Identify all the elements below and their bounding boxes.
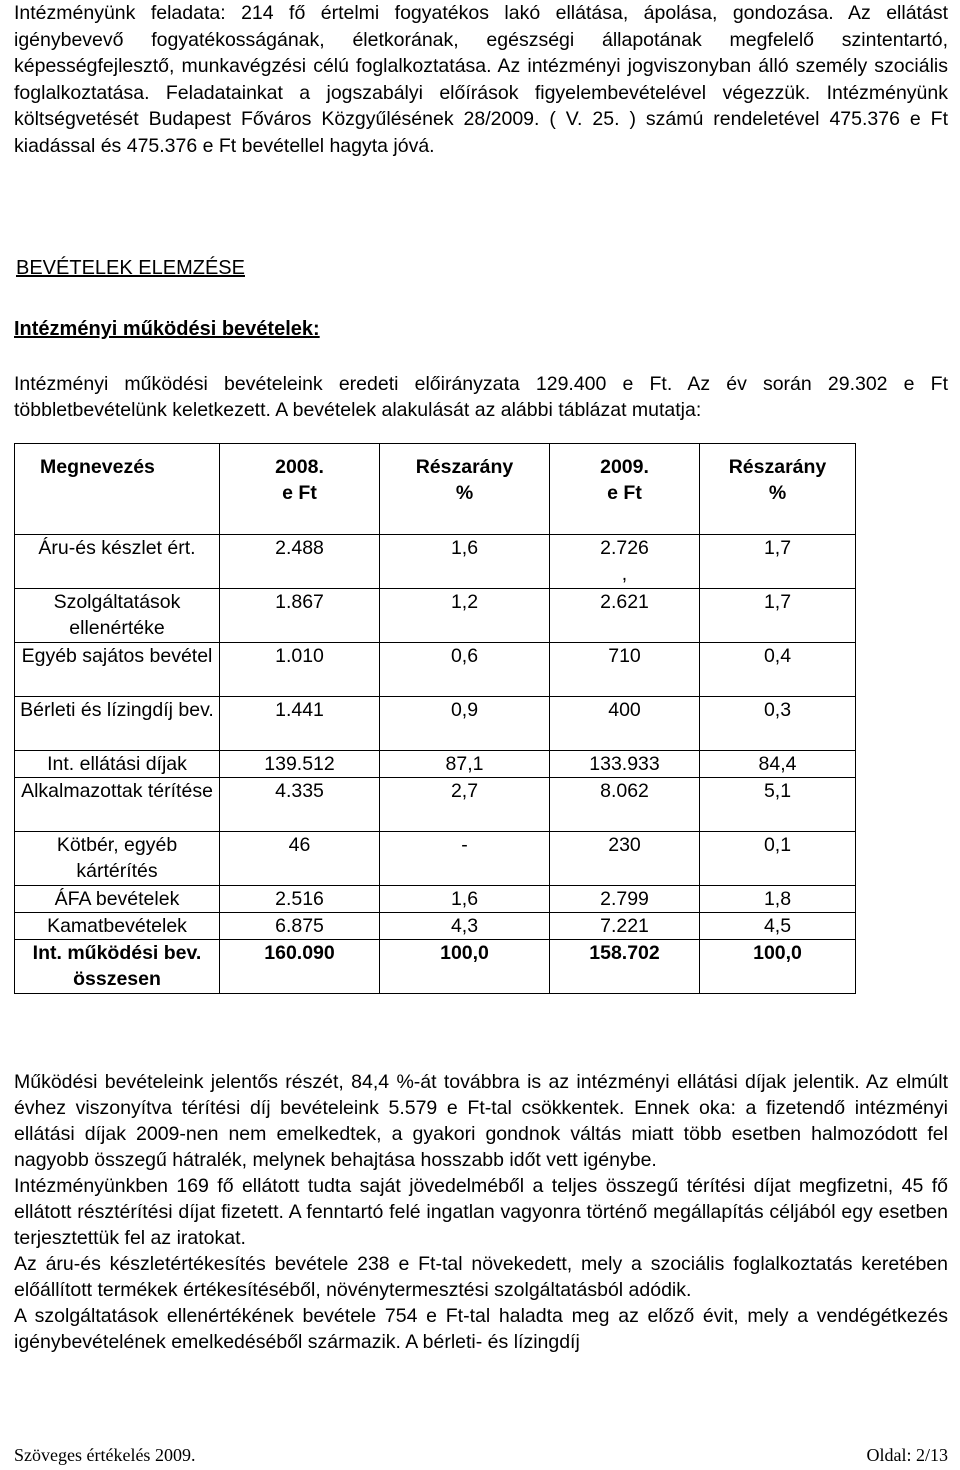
table-body bbox=[15, 535, 856, 994]
table-cell-value: 7.221 bbox=[550, 913, 700, 940]
document-page bbox=[14, 0, 948, 159]
table-row bbox=[15, 778, 856, 832]
table-cell-value: 1,6 bbox=[380, 535, 550, 589]
table-cell-value: 1,7 bbox=[700, 535, 856, 589]
table-cell-value: 4,3 bbox=[380, 913, 550, 940]
table-cell-value: 8.062 bbox=[550, 778, 700, 832]
table-cell-value: 1.867 bbox=[220, 589, 380, 643]
table-cell-value: 0,6 bbox=[380, 643, 550, 697]
table-cell-value: 0,4 bbox=[700, 643, 856, 697]
table-row bbox=[15, 535, 856, 589]
table-header-row bbox=[15, 444, 856, 535]
table-cell-value: 46 bbox=[220, 832, 380, 886]
table-cell-value: 230 bbox=[550, 832, 700, 886]
table-cell-name: Alkalmazottak térítése bbox=[15, 778, 220, 832]
table-cell-name: Egyéb sajátos bevétel bbox=[15, 643, 220, 697]
table-cell-name: Áru-és készlet ért. bbox=[15, 535, 220, 589]
table-cell-value: 6.875 bbox=[220, 913, 380, 940]
body-paragraph: Az áru-és készletértékesítés bevétele 238 e Ft-tal növekedett, mely a szociális foglalkoztatás keretében előállított termékek értékesítéséből, növénytermesztési szolgáltatásból adódik. bbox=[14, 1253, 948, 1301]
revenue-table bbox=[14, 443, 856, 994]
table-row bbox=[15, 832, 856, 886]
body-paragraph: Működési bevételeink jelentős részét, 84,4 %-át továbbra is az intézményi ellátási díjak jelentik. Az elmúlt évhez viszonyítva térítési díj bevételeink 5.579 e Ft-tal csökkentek. Ennek oka: a fizetendő intézményi ellátási díjak 2009-nen nem emelkedtek, a gyakori gondnok váltás miatt több esetben halmozódott fel nagyobb összegű hátralék, melynek behajtása hosszabb időt vett igénybe. bbox=[14, 1071, 948, 1171]
table-cell-value: 2.799 bbox=[550, 886, 700, 913]
table-total-row bbox=[15, 940, 856, 994]
table-cell-value: 133.933 bbox=[550, 751, 700, 778]
table-cell-value: 2.516 bbox=[220, 886, 380, 913]
table-row bbox=[15, 751, 856, 778]
table-cell-value: 84,4 bbox=[700, 751, 856, 778]
table-header-cell: Részarány % bbox=[380, 444, 550, 535]
table-cell-value: 2,7 bbox=[380, 778, 550, 832]
table-row bbox=[15, 589, 856, 643]
table-header-cell: Megnevezés bbox=[15, 444, 220, 535]
table-cell-value: - bbox=[380, 832, 550, 886]
table-header-cell: Részarány % bbox=[700, 444, 856, 535]
table-cell-value: 710 bbox=[550, 643, 700, 697]
table-cell-value: 1,7 bbox=[700, 589, 856, 643]
analysis-text bbox=[14, 1069, 948, 1355]
table-cell-name: ÁFA bevételek bbox=[15, 886, 220, 913]
table-header-cell: 2009. e Ft bbox=[550, 444, 700, 535]
section-heading: BEVÉTELEK ELEMZÉSE bbox=[16, 257, 245, 279]
table-cell-value: 5,1 bbox=[700, 778, 856, 832]
table-cell-name: Szolgáltatások ellenértéke bbox=[15, 589, 220, 643]
table-cell-name: Kamatbevételek bbox=[15, 913, 220, 940]
table-cell-name: Bérleti és lízingdíj bev. bbox=[15, 697, 220, 751]
table-cell-value: 2.621 bbox=[550, 589, 700, 643]
intro-paragraph: Intézményünk feladata: 214 fő értelmi fogyatékos lakó ellátása, ápolása, gondozása. Az ellátást igénybevevő fogyatékosságának, életkorának, egészségi állapotának megfelelő szintentartó, képességfejlesztő, munkavégzési célú foglalkoztatása. Az intézményi jogviszonyban álló személy szociális foglalkoztatása. Feladatainkat a jogszabályi előírások figyelembevételével végezzük. Intézményünk költségvetését Budapest Főváros Közgyűlésének 28/2009. ( V. 25. ) számú rendeletével 475.376 e Ft kiadással és 475.376 e Ft bevétellel hagyta jóvá. bbox=[14, 2, 948, 157]
table-cell-value: 158.702 bbox=[550, 940, 700, 994]
table-cell-name: Kötbér, egyéb kártérítés bbox=[15, 832, 220, 886]
table-cell-name: Int. ellátási díjak bbox=[15, 751, 220, 778]
footer-title: Szöveges értékelés 2009. bbox=[14, 1445, 196, 1465]
table-cell-value: 0,9 bbox=[380, 697, 550, 751]
table-row bbox=[15, 643, 856, 697]
page-number: Oldal: 2/13 bbox=[866, 1445, 948, 1465]
subsection-heading: Intézményi működési bevételek: bbox=[14, 318, 320, 340]
table-cell-value: 139.512 bbox=[220, 751, 380, 778]
table-row bbox=[15, 913, 856, 940]
table-cell-value: 2.726 , bbox=[550, 535, 700, 589]
table-header-cell: 2008. e Ft bbox=[220, 444, 380, 535]
lead-paragraph: Intézményi működési bevételeink eredeti előirányzata 129.400 e Ft. Az év során 29.302 e Ft többletbevételünk keletkezett. A bevételek alakulását az alábbi táblázat mutatja: bbox=[14, 373, 948, 421]
body-paragraph: A szolgáltatások ellenértékének bevétele 754 e Ft-tal haladta meg az előző évit, mely a vendégétkezés igénybevételének emelkedéséből származik. A bérleti- és lízingdíj bbox=[14, 1305, 948, 1353]
table-cell-value: 160.090 bbox=[220, 940, 380, 994]
body-paragraph: Intézményünkben 169 fő ellátott tudta saját jövedelméből a teljes összegű térítési díjat megfizetni, 45 fő ellátott résztérítési díjat fizetett. A fenntartó felé ingatlan vagyonra történő megállapítás céljából egy esetben terjesztettük fel az iratokat. bbox=[14, 1175, 948, 1249]
table-cell-value: 100,0 bbox=[380, 940, 550, 994]
table-cell-value: 0,1 bbox=[700, 832, 856, 886]
table-cell-value: 4,5 bbox=[700, 913, 856, 940]
table-cell-value: 100,0 bbox=[700, 940, 856, 994]
table-cell-value: 87,1 bbox=[380, 751, 550, 778]
table-row bbox=[15, 697, 856, 751]
table-cell-value: 1.441 bbox=[220, 697, 380, 751]
table-cell-value: 2.488 bbox=[220, 535, 380, 589]
table-cell-value: 0,3 bbox=[700, 697, 856, 751]
table-row bbox=[15, 886, 856, 913]
table-cell-value: 1,2 bbox=[380, 589, 550, 643]
table-cell-value: 1,8 bbox=[700, 886, 856, 913]
table-cell-value: 1,6 bbox=[380, 886, 550, 913]
table-cell-value: 1.010 bbox=[220, 643, 380, 697]
table-cell-value: 400 bbox=[550, 697, 700, 751]
table-cell-value: 4.335 bbox=[220, 778, 380, 832]
table-cell-name: Int. működési bev. összesen bbox=[15, 940, 220, 994]
